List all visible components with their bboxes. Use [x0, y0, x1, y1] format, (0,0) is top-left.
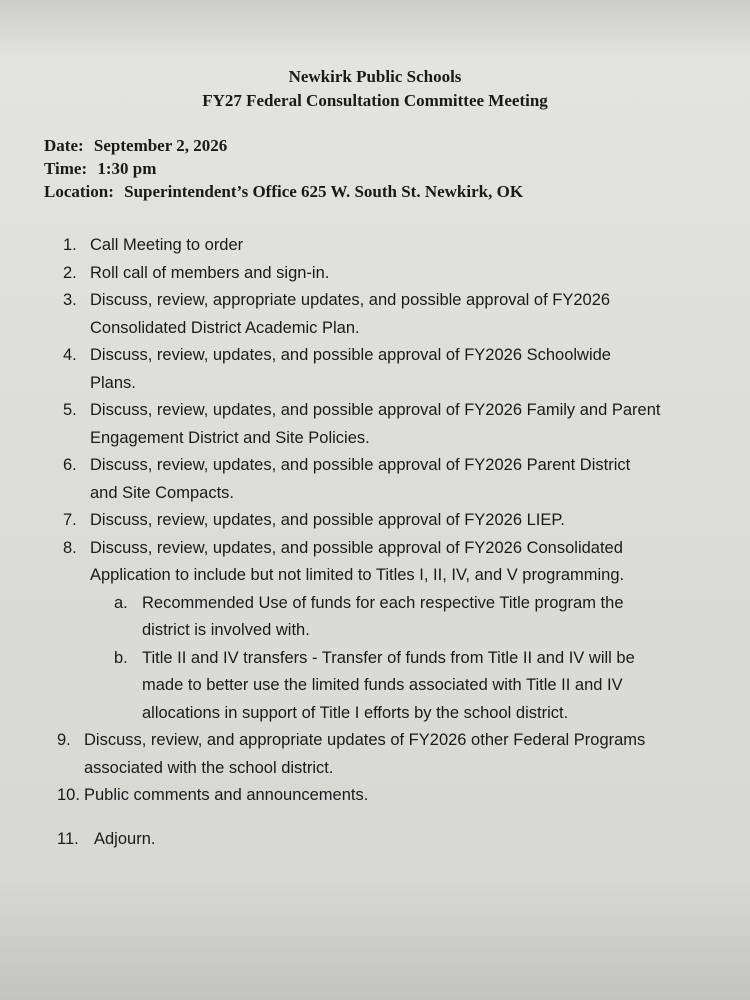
- agenda-text-line2: Plans.: [90, 373, 136, 392]
- agenda-text: Adjourn.: [94, 829, 156, 848]
- subitem-letter: b.: [114, 648, 128, 667]
- agenda-text-line2: Application to include but not limited to Titles I, II, IV, and V programming.: [90, 566, 625, 584]
- agenda-item-3: [0, 287, 720, 342]
- location-row: [44, 180, 523, 203]
- agenda-list: [0, 232, 720, 853]
- agenda-text-line2: Engagement District and Site Policies.: [90, 428, 370, 447]
- date-row: [44, 134, 523, 157]
- agenda-item-5: [0, 397, 720, 452]
- agenda-number: 10.: [57, 786, 80, 804]
- agenda-number: 11.: [57, 829, 79, 848]
- agenda-number: 3.: [63, 291, 77, 309]
- agenda-subitem-b: [90, 645, 720, 728]
- page-shadow-bottom: [0, 880, 750, 1000]
- agenda-text-line1: Discuss, review, updates, and possible approval of FY2026 Consolidated: [90, 538, 623, 557]
- subitem-text-line1: Recommended Use of funds for each respective Title program the: [142, 593, 624, 612]
- agenda-number: 8.: [63, 538, 77, 557]
- agenda-number: 7.: [63, 511, 77, 529]
- agenda-text-line1: Discuss, review, updates, and possible approval of FY2026 Parent District: [90, 456, 631, 474]
- agenda-sublist: [90, 590, 720, 728]
- agenda-subitem-a: [90, 590, 720, 645]
- agenda-item-6: [0, 452, 720, 507]
- agenda-item-8: [0, 535, 720, 728]
- agenda-item-7: [0, 507, 720, 535]
- org-name: Newkirk Public Schools: [288, 67, 462, 86]
- time-row: [44, 157, 523, 180]
- date-value: September 2, 2026: [93, 136, 228, 155]
- agenda-text: Call Meeting to order: [90, 236, 244, 254]
- subitem-text-line1: Title II and IV transfers - Transfer of funds from Title II and IV will be: [142, 648, 635, 667]
- agenda-item-4: [0, 342, 720, 397]
- agenda-text-line1: Discuss, review, updates, and possible approval of FY2026 Family and Parent: [90, 401, 661, 419]
- time-value: 1:30 pm: [97, 159, 157, 178]
- meeting-details: [44, 134, 523, 203]
- agenda-number: 1.: [63, 236, 77, 254]
- agenda-number: 5.: [63, 401, 77, 419]
- agenda-text: Roll call of members and sign-in.: [90, 263, 330, 282]
- agenda-number: 6.: [63, 456, 77, 474]
- date-label: Date:: [44, 136, 84, 155]
- agenda-number: 2.: [63, 263, 77, 282]
- agenda-number: 4.: [63, 346, 77, 364]
- agenda-item-1: [0, 232, 720, 260]
- time-label: Time:: [44, 159, 88, 178]
- agenda-item-10: [0, 782, 720, 810]
- agenda-text-line2: and Site Compacts.: [90, 483, 234, 502]
- page-shadow-top: [0, 0, 750, 60]
- subitem-text-line2: made to better use the limited funds associated with Title II and IV: [142, 676, 623, 694]
- location-value: Superintendent’s Office 625 W. South St. Newkirk, OK: [124, 182, 524, 201]
- agenda-item-11: [0, 826, 720, 854]
- agenda-text-line2: associated with the school district.: [84, 758, 334, 777]
- agenda-text-line2: Consolidated District Academic Plan.: [90, 318, 360, 337]
- agenda-text-line1: Discuss, review, updates, and possible approval of FY2026 Schoolwide: [90, 346, 611, 364]
- agenda-text-line1: Discuss, review, appropriate updates, and possible approval of FY2026: [90, 291, 611, 309]
- agenda-item-9: [0, 727, 720, 782]
- agenda-text: Public comments and announcements.: [84, 786, 369, 804]
- agenda-item-2: [0, 260, 720, 288]
- agenda-text-line1: Discuss, review, and appropriate updates of FY2026 other Federal Programs: [84, 731, 646, 749]
- agenda-number: 9.: [57, 731, 71, 749]
- subitem-letter: a.: [114, 593, 128, 612]
- subitem-text-line3: allocations in support of Title I efforts by the school district.: [142, 703, 569, 722]
- document-title: FY27 Federal Consultation Committee Meeting: [202, 91, 548, 110]
- location-label: Location:: [44, 182, 114, 201]
- subitem-text-line2: district is involved with.: [142, 621, 310, 639]
- agenda-text: Discuss, review, updates, and possible approval of FY2026 LIEP.: [90, 511, 565, 529]
